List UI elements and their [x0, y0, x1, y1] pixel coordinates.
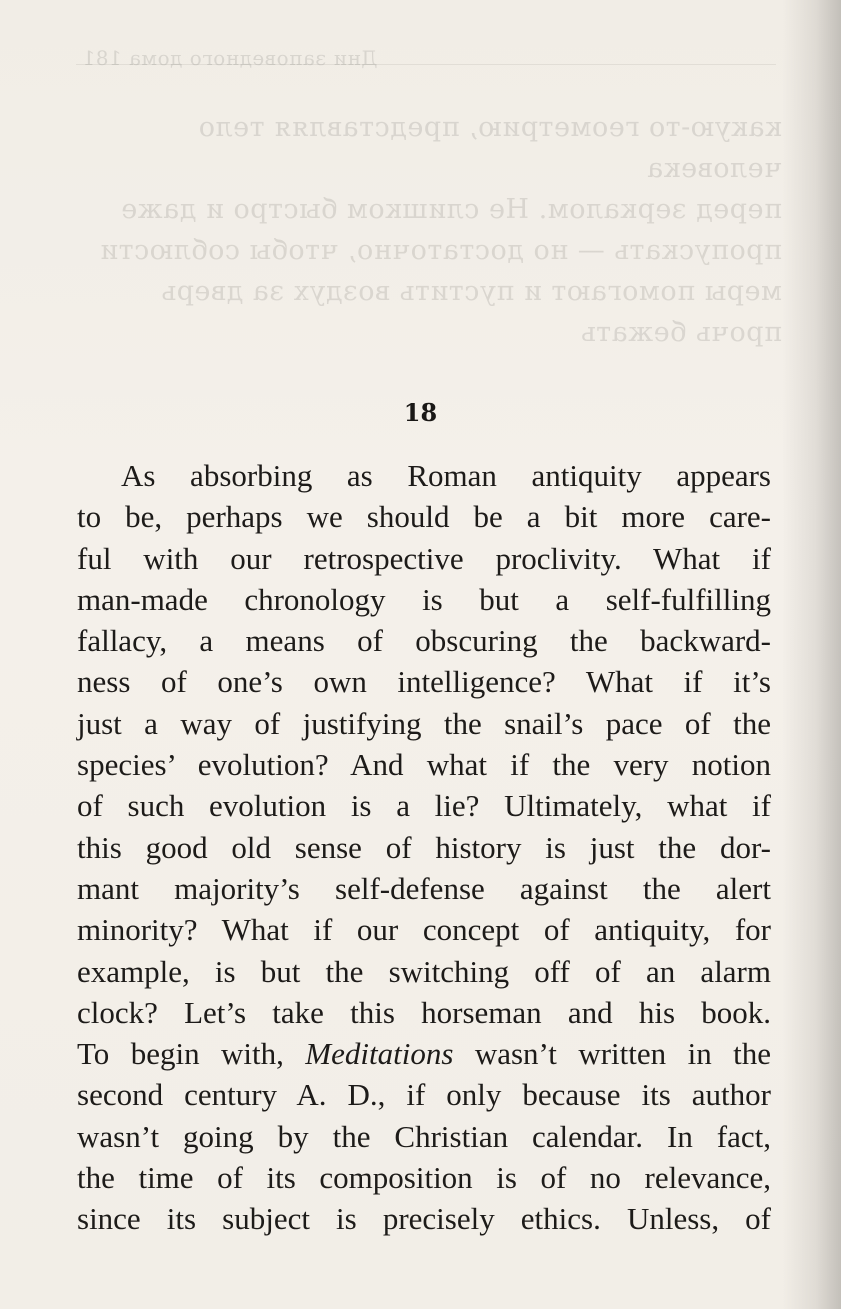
- book-title: Meditations: [305, 1036, 454, 1072]
- bleed-through-line: меры помогают и пустить воздух за дверь: [160, 276, 782, 307]
- text-line: ful with our retrospective proclivity. What if: [77, 540, 771, 576]
- body-paragraph: [77, 455, 771, 1240]
- text-line: wasn’t going by the Christian calendar. In fact,: [77, 1118, 771, 1154]
- text-line: man-made chronology is but a self-fulfilling: [77, 581, 771, 617]
- text-line: As absorbing as Roman antiquity appears: [121, 458, 771, 493]
- bleed-through-line: какую-то геометрию, представляя тело человека: [198, 112, 782, 184]
- text-line: mant majority’s self-defense against the alert: [77, 870, 771, 906]
- text-line: just a way of justifying the snail’s pace of the: [77, 705, 771, 741]
- text-line-with-book-title: [77, 1033, 771, 1074]
- text-line: clock? Let’s take this horseman and his book.: [77, 994, 771, 1030]
- text-line: minority? What if our concept of antiquity, for: [77, 912, 771, 948]
- text-line: species’ evolution? And what if the very notion: [77, 747, 771, 783]
- text-line: this good old sense of history is just the dor-: [77, 829, 771, 865]
- bleed-through-line: перед зеркалом. Не слишком быстро и даже: [120, 194, 782, 225]
- bleed-through-text: [82, 38, 782, 353]
- bleed-through-line: прочь бежать: [580, 317, 782, 348]
- bleed-through-line: пропускать — но достаточно, чтобы соблюсти: [99, 235, 782, 266]
- text-line: example, is but the switching off of an alarm: [77, 953, 771, 989]
- bleed-through-header: Дни заповедного дома 181: [82, 46, 378, 70]
- chapter-number: 18: [403, 398, 438, 427]
- text-line: since its subject is precisely ethics. Unless, of: [77, 1201, 771, 1237]
- text-line: the time of its composition is of no relevance,: [77, 1160, 771, 1196]
- text-line: of such evolution is a lie? Ultimately, what if: [77, 788, 771, 824]
- text-segment: To begin with,: [77, 1036, 306, 1072]
- text-line: second century A. D., if only because its author: [77, 1077, 771, 1113]
- text-line: to be, perhaps we should be a bit more care-: [77, 499, 771, 535]
- text-segment: wasn’t written in the: [453, 1036, 771, 1072]
- text-line: ness of one’s own intelligence? What if it’s: [77, 664, 771, 700]
- text-line: fallacy, a means of obscuring the backward-: [77, 623, 771, 659]
